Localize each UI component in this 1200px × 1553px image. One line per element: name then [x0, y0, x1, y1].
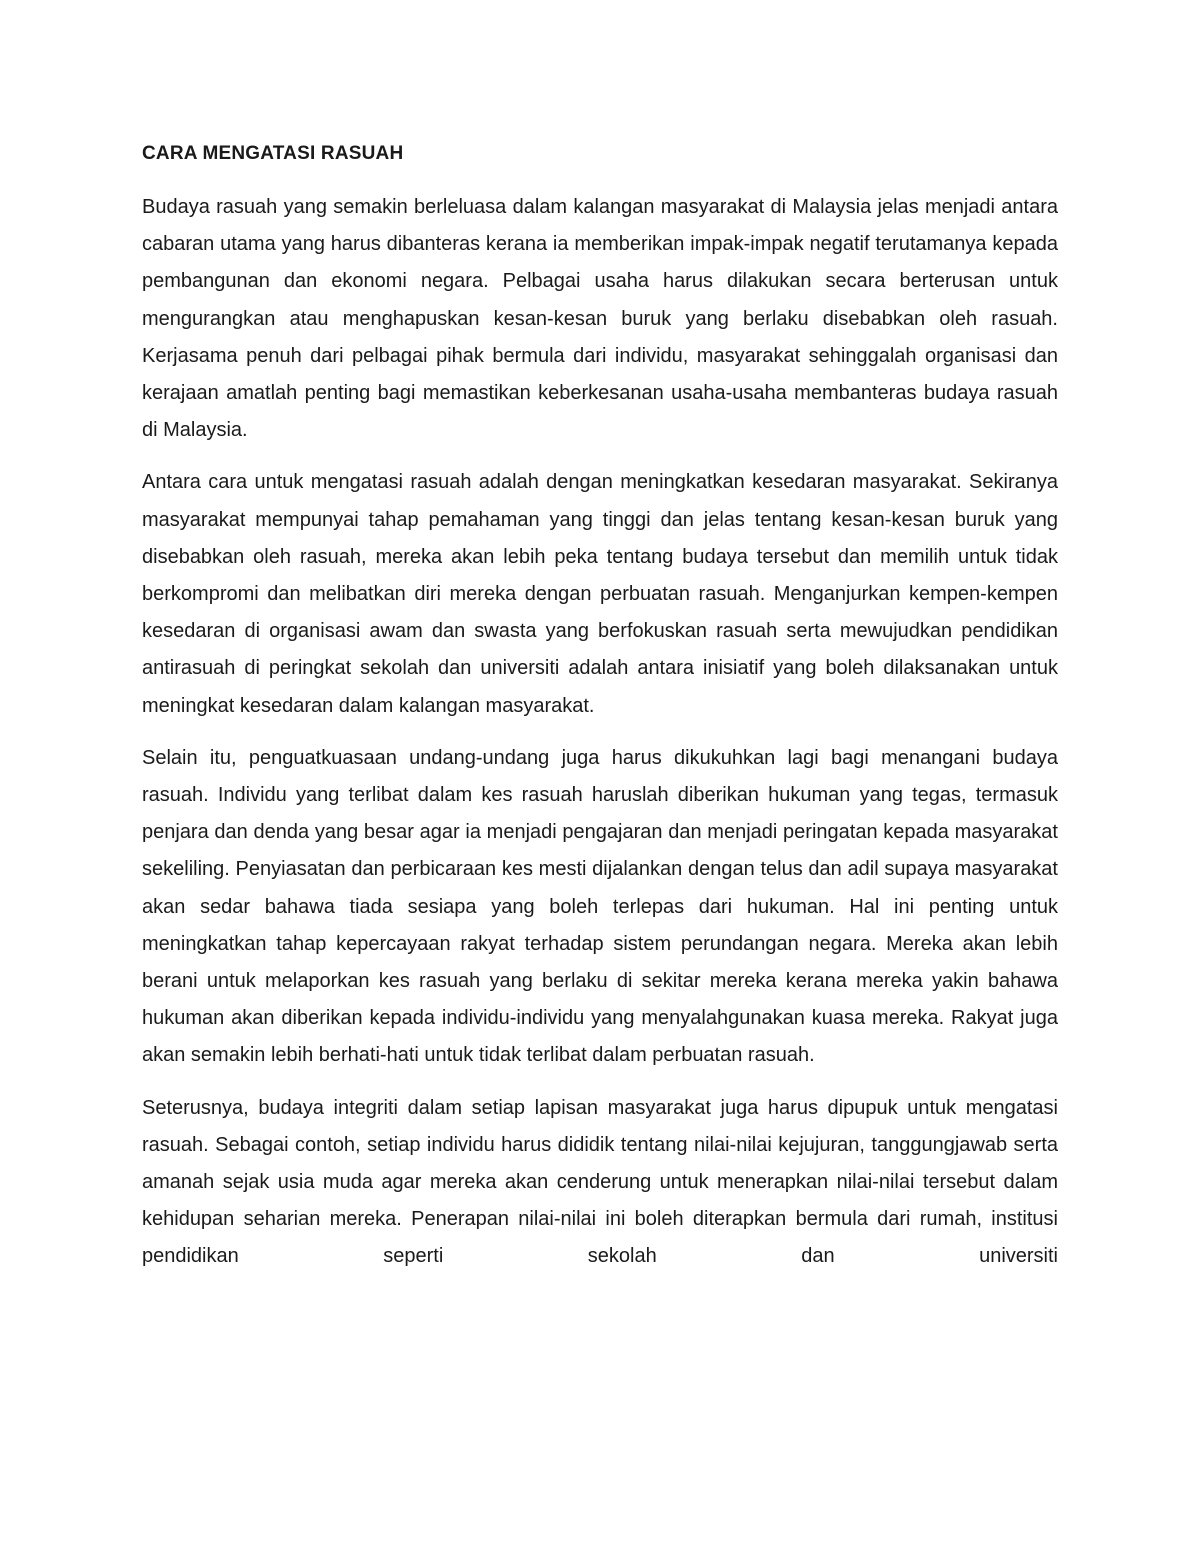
document-title: CARA MENGATASI RASUAH	[142, 143, 404, 164]
paragraph-law-enforcement: Selain itu, penguatkuasaan undang-undang juga harus dikukuhkan lagi bagi menangani budaya rasuah. Individu yang terlibat dalam kes rasuah haruslah diberikan hukuman yang tegas, termasuk penjara dan denda yang besar agar ia menjadi pengajaran dan menjadi peringatan kepada masyarakat sekeliling. Penyiasatan dan perbicaraan kes mesti dijalankan dengan telus dan adil supaya masyarakat akan sedar bahawa tiada sesiapa yang boleh terlepas dari hukuman. Hal ini penting untuk meningkatkan tahap kepercayaan rakyat terhadap sistem perundangan negara. Mereka akan lebih berani untuk melaporkan kes rasuah yang berlaku di sekitar mereka kerana mereka yakin bahawa hukuman akan diberikan kepada individu-individu yang menyalahgunakan kuasa mereka. Rakyat juga akan semakin lebih berhati-hati untuk tidak terlibat dalam perbuatan rasuah.	[142, 746, 1058, 1067]
paragraph-integrity: Seterusnya, budaya integriti dalam setiap lapisan masyarakat juga harus dipupuk untuk mengatasi rasuah. Sebagai contoh, setiap individu harus dididik tentang nilai-nilai kejujuran, tanggungjawab serta amanah sejak usia muda agar mereka akan cenderung untuk menerapkan nilai-nilai tersebut dalam kehidupan seharian mereka. Penerapan nilai-nilai ini boleh diterapkan bermula dari rumah, institusi pendidikan seperti sekolah dan universiti	[142, 1096, 1058, 1268]
paragraph-awareness: Antara cara untuk mengatasi rasuah adalah dengan meningkatkan kesedaran masyarakat. Sekiranya masyarakat mempunyai tahap pemahaman yang tinggi dan jelas tentang kesan-kesan buruk yang disebabkan oleh rasuah, mereka akan lebih peka tentang budaya tersebut dan memilih untuk tidak berkompromi dan melibatkan diri mereka dengan perbuatan rasuah. Menganjurkan kempen-kempen kesedaran di organisasi awam dan swasta yang berfokuskan rasuah serta mewujudkan pendidikan antirasuah di peringkat sekolah dan universiti adalah antara inisiatif yang boleh dilaksanakan untuk meningkat kesedaran dalam kalangan masyarakat.	[142, 471, 1058, 717]
document-body	[142, 138, 1058, 1291]
paragraph-introduction: Budaya rasuah yang semakin berleluasa dalam kalangan masyarakat di Malaysia jelas menjadi antara cabaran utama yang harus dibanteras kerana ia memberikan impak-impak negatif terutamanya kepada pembangunan dan ekonomi negara. Pelbagai usaha harus dilakukan secara berterusan untuk mengurangkan atau menghapuskan kesan-kesan buruk yang berlaku disebabkan oleh rasuah. Kerjasama penuh dari pelbagai pihak bermula dari individu, masyarakat sehinggalah organisasi dan kerajaan amatlah penting bagi memastikan keberkesanan usaha-usaha membanteras budaya rasuah di Malaysia.	[142, 196, 1058, 442]
